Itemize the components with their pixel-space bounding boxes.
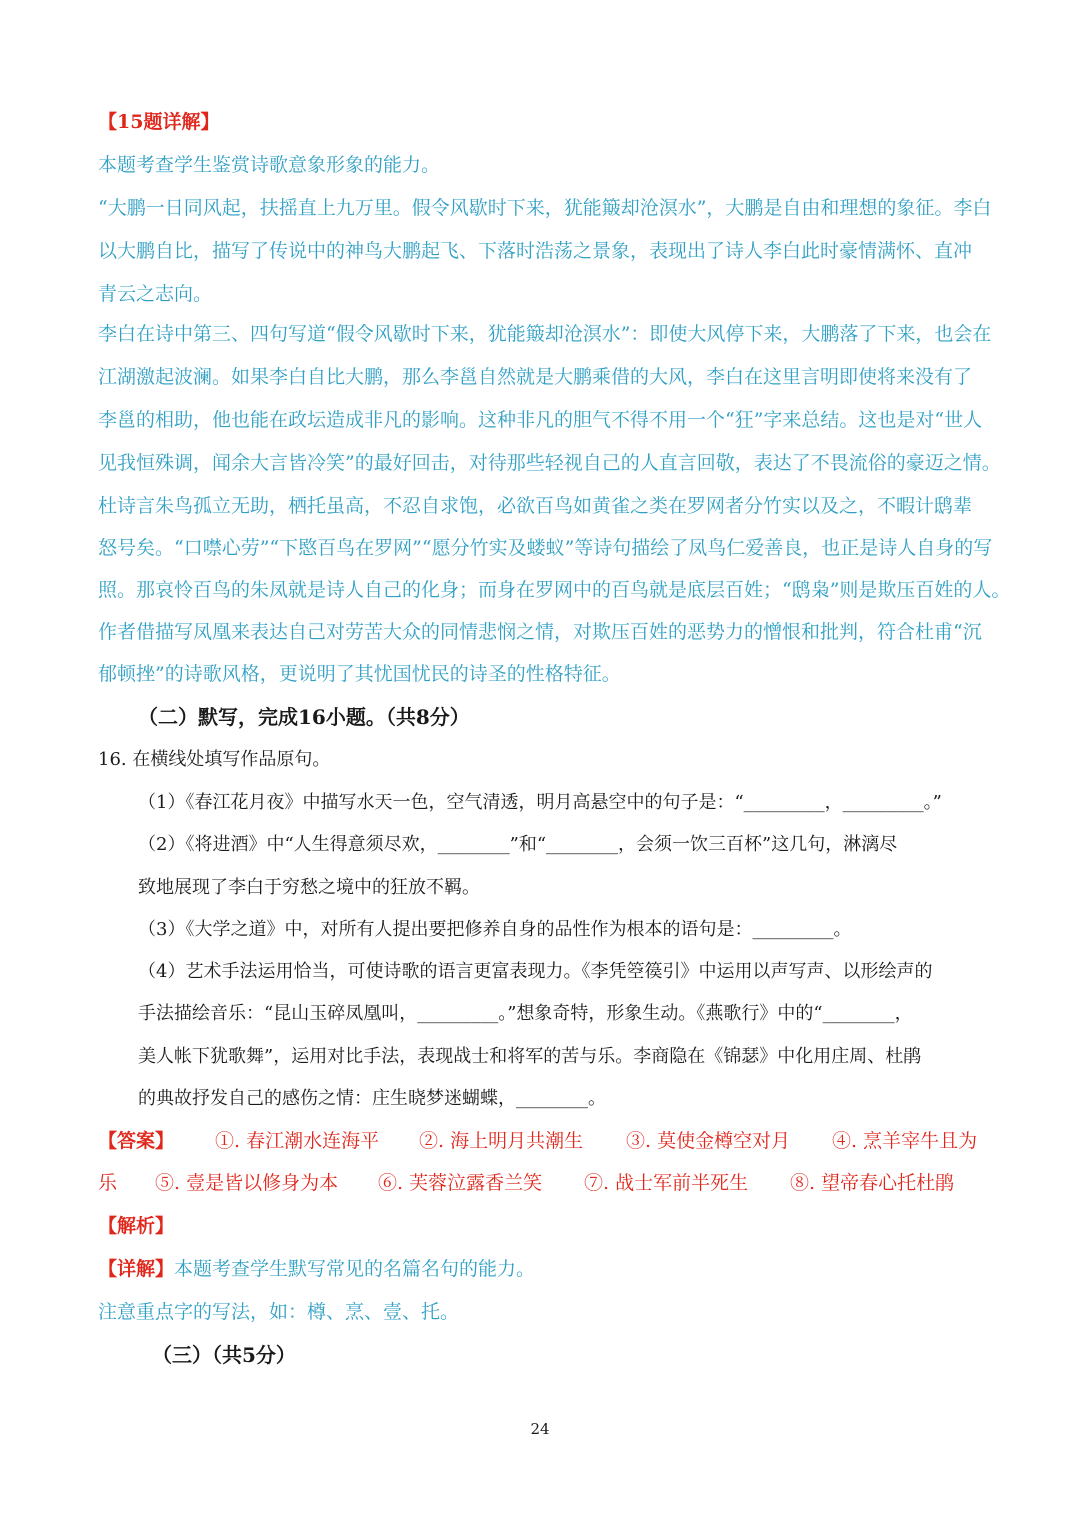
- answers-row-1: [0, 1129, 1080, 1155]
- question-16-stem: 16. 在横线处填写作品原句。: [98, 749, 331, 770]
- question-16-item: （3）《大学之道》中，对所有人提出要把修养自身的品性作为根本的语句是：_________。: [138, 919, 852, 940]
- analysis-label: 【解析】: [98, 1215, 175, 1237]
- section-2-title: （二）默写，完成16小题。（共8分）: [138, 705, 470, 729]
- q15-paragraph: “大鹏一日同风起，扶摇直上九万里。假令风歇时下来，犹能簸却沧溟水”，大鹏是自由和理想的象征。李白: [98, 197, 992, 219]
- answer-label: 【答案】: [98, 1130, 175, 1152]
- q15-paragraph: 李白在诗中第三、四句写道“假令风歇时下来，犹能簸却沧溟水”：即使大风停下来，大鹏落了下来，也会在: [98, 323, 992, 345]
- q15-paragraph: 江湖激起波澜。如果李白自比大鹏，那么李邕自然就是大鹏乘借的大风，李白在这里言明即使将来没有了: [98, 366, 973, 388]
- detail-text: 本题考查学生默写常见的名篇名句的能力。: [174, 1258, 536, 1280]
- answer-item: ③. 莫使金樽空对月: [626, 1130, 791, 1152]
- q15-paragraph: 作者借描写凤凰来表达自己对劳苦大众的同情悲悯之情，对欺压百姓的恶势力的憎恨和批判，符合杜甫“沉: [98, 621, 982, 643]
- answer-item: ⑥. 芙蓉泣露香兰笑: [378, 1172, 543, 1194]
- page-number: 24: [530, 1420, 550, 1438]
- detail-line: [98, 1257, 535, 1281]
- q15-paragraph: 照。那哀怜百鸟的朱凤就是诗人自己的化身；而身在罗网中的百鸟就是底层百姓；“鸱枭”则是欺压百姓的人。: [98, 579, 1011, 601]
- q15-paragraph: 本题考查学生鉴赏诗歌意象形象的能力。: [98, 154, 441, 176]
- section-3-title: （三）（共5分）: [152, 1343, 296, 1367]
- answer-item: ①. 春江潮水连海平: [215, 1130, 380, 1152]
- q15-paragraph: 郁顿挫”的诗歌风格，更说明了其忧国忧民的诗圣的性格特征。: [98, 663, 621, 685]
- q15-paragraph: 杜诗言朱鸟孤立无助，栖托虽高，不忍自求饱，必欲百鸟如黄雀之类在罗网者分竹实以及之，不暇计鸱辈: [98, 495, 973, 517]
- note-text: 注意重点字的写法，如：樽、烹、壹、托。: [98, 1301, 460, 1323]
- answer-item: ⑦. 战士军前半死生: [584, 1172, 749, 1194]
- question-16-item: 的典故抒发自己的感伤之情：庄生晓梦迷蝴蝶，________。: [138, 1088, 606, 1109]
- answer-item: ⑤. 壹是皆以修身为本: [155, 1172, 339, 1194]
- question-16-item: 美人帐下犹歌舞”，运用对比手法，表现战士和将军的苦与乐。李商隐在《锦瑟》中化用庄周、杜鹃: [138, 1046, 922, 1067]
- question-16-item: 手法描绘音乐：“昆山玉碎凤凰叫，_________。”想象奇特，形象生动。《燕歌行》中的“________，: [138, 1003, 913, 1024]
- detail-label: 【详解】: [98, 1258, 175, 1280]
- answer-item: ④. 烹羊宰牛且为: [832, 1130, 978, 1152]
- question-16-item: 致地展现了李白于穷愁之境中的狂放不羁。: [138, 877, 480, 898]
- q15-paragraph: 李邕的相助，他也能在政坛造成非凡的影响。这种非凡的胆气不得不用一个“狂”字来总结。这也是对“世人: [98, 409, 983, 431]
- question-16-item: （4）艺术手法运用恰当，可使诗歌的语言更富表现力。《李凭箜篌引》中运用以声写声、以形绘声的: [138, 961, 933, 982]
- question-16-item: （1）《春江花月夜》中描写水天一色，空气清透，明月高悬空中的句子是：“_________，_________。”: [138, 792, 942, 813]
- answer-item: ②. 海上明月共潮生: [419, 1130, 584, 1152]
- q15-header: 【15题详解】: [98, 111, 220, 133]
- q15-paragraph: 青云之志向。: [98, 283, 213, 305]
- answer-item: ⑧. 望帝春心托杜鹃: [790, 1172, 955, 1194]
- answer-item: 乐: [98, 1172, 118, 1194]
- answers-row-2: [0, 1171, 1080, 1197]
- q15-paragraph: 见我恒殊调，闻余大言皆冷笑”的最好回击，对待那些轻视自己的人直言回敬，表达了不畏流俗的豪迈之情。: [98, 452, 1001, 474]
- question-16-item: （2）《将进酒》中“人生得意须尽欢，________”和“________，会须一饮三百杯”这几句，淋漓尽: [138, 834, 898, 855]
- q15-paragraph: 怒号矣。“口噤心劳”“下愍百鸟在罗网”“愿分竹实及蝼蚁”等诗句描绘了凤鸟仁爱善良，也正是诗人自身的写: [98, 537, 993, 559]
- q15-paragraph: 以大鹏自比，描写了传说中的神鸟大鹏起飞、下落时浩荡之景象，表现出了诗人李白此时豪情满怀、直冲: [98, 240, 973, 262]
